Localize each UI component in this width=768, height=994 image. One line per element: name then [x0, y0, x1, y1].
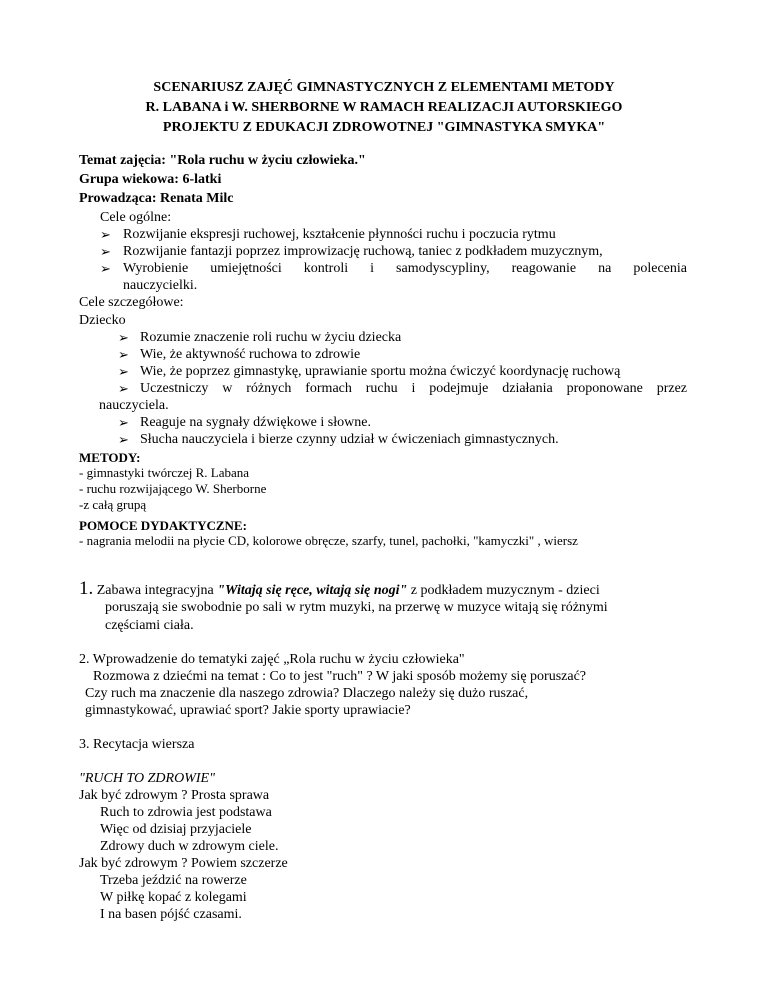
method-item: - gimnastyki twórczej R. Labana	[79, 465, 250, 480]
document-title	[100, 78, 668, 138]
bullet-icon: ➢	[118, 415, 129, 430]
poem-line: Zdrowy duch w zdrowym ciele.	[100, 839, 279, 854]
specific-goal-item: Wie, że aktywność ruchowa to zdrowie	[140, 347, 361, 362]
title-line-3: PROJEKTU Z EDUKACJI ZDROWOTNEJ "GIMNASTYKA SMYKA"	[162, 120, 606, 135]
general-goal-item: Wyrobienie umiejętności kontroli i samodyscypliny, reagowanie na polecenia	[123, 261, 687, 276]
specific-goal-item: Uczestniczy w różnych formach ruchu i podejmuje działania proponowane przez	[140, 381, 687, 396]
step-2-line-3: Czy ruch ma znaczenie dla naszego zdrowia? Dlaczego należy się dużo ruszać,	[85, 686, 529, 701]
method-item: - ruchu rozwijającego W. Sherborne	[79, 481, 267, 496]
title-line-1: SCENARIUSZ ZAJĘĆ GIMNASTYCZNYCH Z ELEMENTAMI METODY	[153, 80, 615, 95]
specific-goal-item: Słucha nauczyciela i bierze czynny udział w ćwiczeniach gimnastycznych.	[140, 432, 559, 447]
step-1-game-name: "Witają się ręce, witają się nogi"	[217, 583, 408, 598]
specific-goal-item: Rozumie znaczenie roli ruchu w życiu dziecka	[140, 330, 402, 345]
step-1-post: z podkładem muzycznym - dzieci	[407, 583, 600, 598]
step-1-number: 1.	[79, 578, 94, 599]
poem-line: Jak być zdrowym ? Prosta sprawa	[79, 788, 270, 803]
step-2-line-2	[79, 668, 586, 685]
bullet-icon: ➢	[118, 381, 129, 396]
title-line-2: R. LABANA i W. SHERBORNE W RAMACH REALIZACJI AUTORSKIEGO	[145, 100, 623, 115]
aids-text: - nagrania melodii na płycie CD, kolorowe obręcze, szarfy, tunel, pachołki, "kamyczki" , wiersz	[79, 533, 578, 548]
poem-title: "RUCH TO ZDROWIE"	[79, 771, 215, 786]
step-2-line-4: gimnastykować, uprawiać sport? Jakie sporty uprawiacie?	[85, 703, 411, 718]
step-1-line-3: częściami ciała.	[105, 618, 194, 633]
specific-goal-item: Wie, że poprzez gimnastykę, uprawianie sportu można ćwiczyć koordynację ruchową	[140, 364, 621, 379]
methods-heading: METODY:	[79, 450, 141, 465]
method-item: -z całą grupą	[79, 497, 147, 512]
poem-line: Ruch to zdrowia jest podstawa	[100, 805, 272, 820]
leader: Prowadząca: Renata Milc	[79, 191, 234, 206]
bullet-icon: ➢	[100, 261, 111, 276]
general-goal-item: Rozwijanie ekspresji ruchowej, kształcenie płynności ruchu i poczucia rytmu	[123, 227, 556, 242]
topic: Temat zajęcia: "Rola ruchu w życiu człowieka."	[79, 153, 366, 168]
step-3-line-1: 3. Recytacja wiersza	[79, 737, 195, 752]
bullet-icon: ➢	[118, 347, 129, 362]
bullet-icon: ➢	[118, 364, 129, 379]
step-1-pre: Zabawa integracyjna	[96, 583, 218, 598]
step-1-line-2: poruszają sie swobodnie po sali w rytm muzyki, na przerwę w muzyce witają się różnymi	[105, 600, 608, 615]
specific-goals-heading: Cele szczegółowe:	[79, 295, 184, 310]
poem-line: Więc od dzisiaj przyjaciele	[100, 822, 252, 837]
poem-line: I na basen pójść czasami.	[100, 907, 242, 922]
specific-goal-item: Reaguje na sygnały dźwiękowe i słowne.	[140, 415, 371, 430]
step-2-line-1: 2. Wprowadzenie do tematyki zajęć „Rola ruchu w życiu człowieka"	[79, 652, 465, 667]
bullet-icon: ➢	[118, 330, 129, 345]
bullet-icon: ➢	[118, 432, 129, 447]
aids-heading: POMOCE DYDAKTYCZNE:	[79, 518, 247, 533]
general-goal-item-continued: nauczycielki.	[123, 278, 198, 293]
poem-line: Trzeba jeździć na rowerze	[100, 873, 247, 888]
poem-line: Jak być zdrowym ? Powiem szczerze	[79, 856, 288, 871]
general-goals-heading: Cele ogólne:	[100, 210, 172, 225]
bullet-icon: ➢	[100, 244, 111, 259]
specific-goal-item-continued: nauczyciela.	[99, 398, 169, 413]
age-group: Grupa wiekowa: 6-latki	[79, 172, 222, 187]
step-2-line-2-text: Rozmowa z dziećmi na temat : Co to jest "ruch" ? W jaki sposób możemy się poruszać?	[89, 669, 587, 684]
step-1-line-1	[79, 580, 600, 599]
bullet-icon: ➢	[100, 227, 111, 242]
general-goal-item: Rozwijanie fantazji poprzez improwizację ruchową, taniec z podkładem muzycznym,	[123, 244, 603, 259]
specific-goals-subject: Dziecko	[79, 313, 126, 328]
poem-line: W piłkę kopać z kolegami	[100, 890, 247, 905]
